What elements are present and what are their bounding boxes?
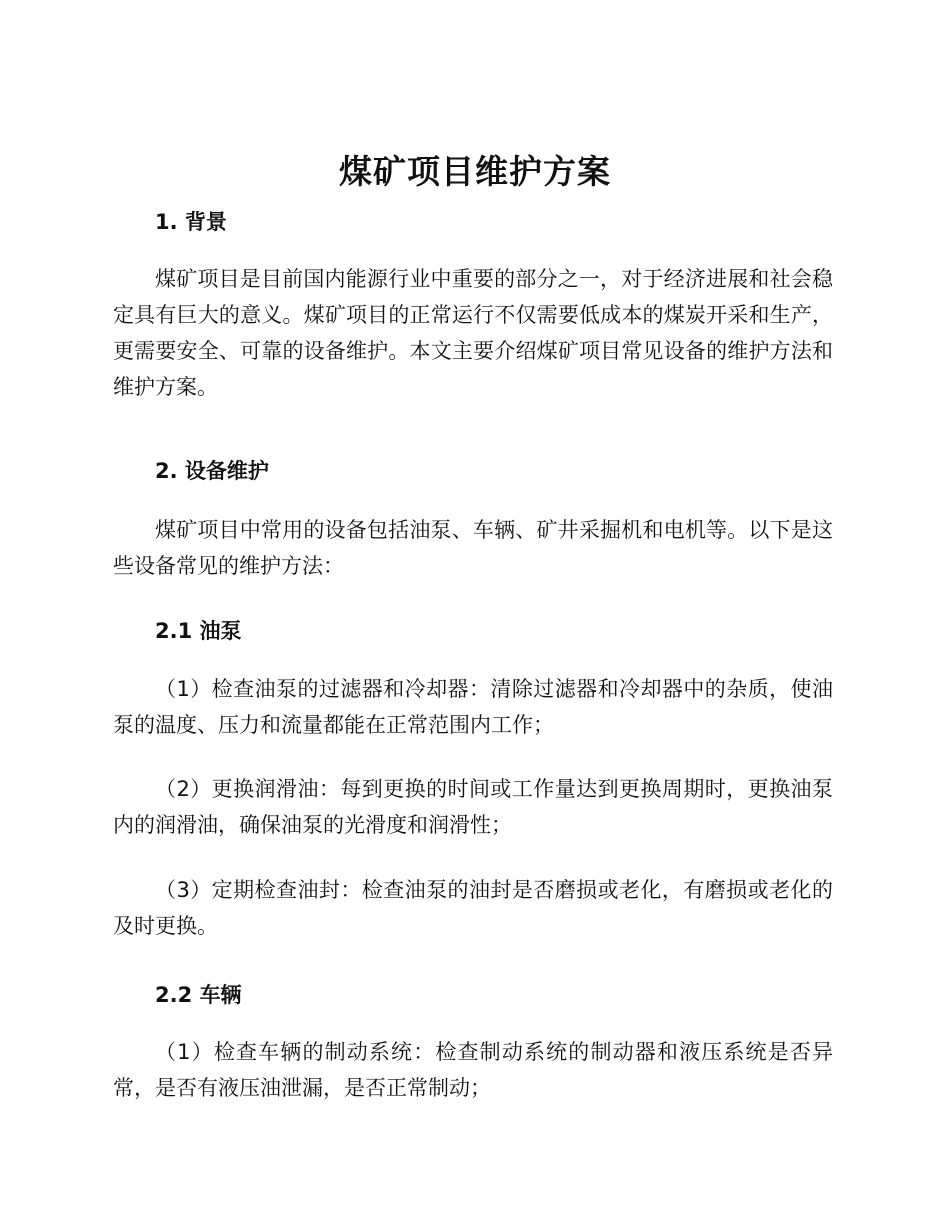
document-title: 煤矿项目维护方案 <box>339 152 611 191</box>
pump-item-1: （1）检查油泵的过滤器和冷却器：清除过滤器和冷却器中的杂质，使油泵的温度、压力和流量都能在正常范围内工作； <box>113 677 833 737</box>
paragraph-equipment: 煤矿项目中常用的设备包括油泵、车辆、矿井采掘机和电机等。以下是这些设备常见的维护方法： <box>113 518 833 578</box>
vehicle-item-1: （1）检查车辆的制动系统：检查制动系统的制动器和液压系统是否异常，是否有液压油泄漏，是否正常制动； <box>113 1040 833 1100</box>
pump-item-2: （2）更换润滑油：每到更换的时间或工作量达到更换周期时，更换油泵内的润滑油，确保油泵的光滑度和润滑性； <box>113 777 833 837</box>
section-heading-equipment: 2. 设备维护 <box>155 459 269 483</box>
paragraph-background: 煤矿项目是目前国内能源行业中重要的部分之一，对于经济进展和社会稳定具有巨大的意义。煤矿项目的正常运行不仅需要低成本的煤炭开采和生产，更需要安全、可靠的设备维护。本文主要介绍煤矿项目常见设备的维护方法和维护方案。 <box>113 267 833 399</box>
subsection-heading-vehicle: 2.2 车辆 <box>155 983 242 1007</box>
section-heading-background: 1. 背景 <box>155 210 227 234</box>
pump-item-3: （3）定期检查油封：检查油泵的油封是否磨损或老化，有磨损或老化的及时更换。 <box>113 878 833 938</box>
subsection-heading-pump: 2.1 油泵 <box>155 619 242 643</box>
